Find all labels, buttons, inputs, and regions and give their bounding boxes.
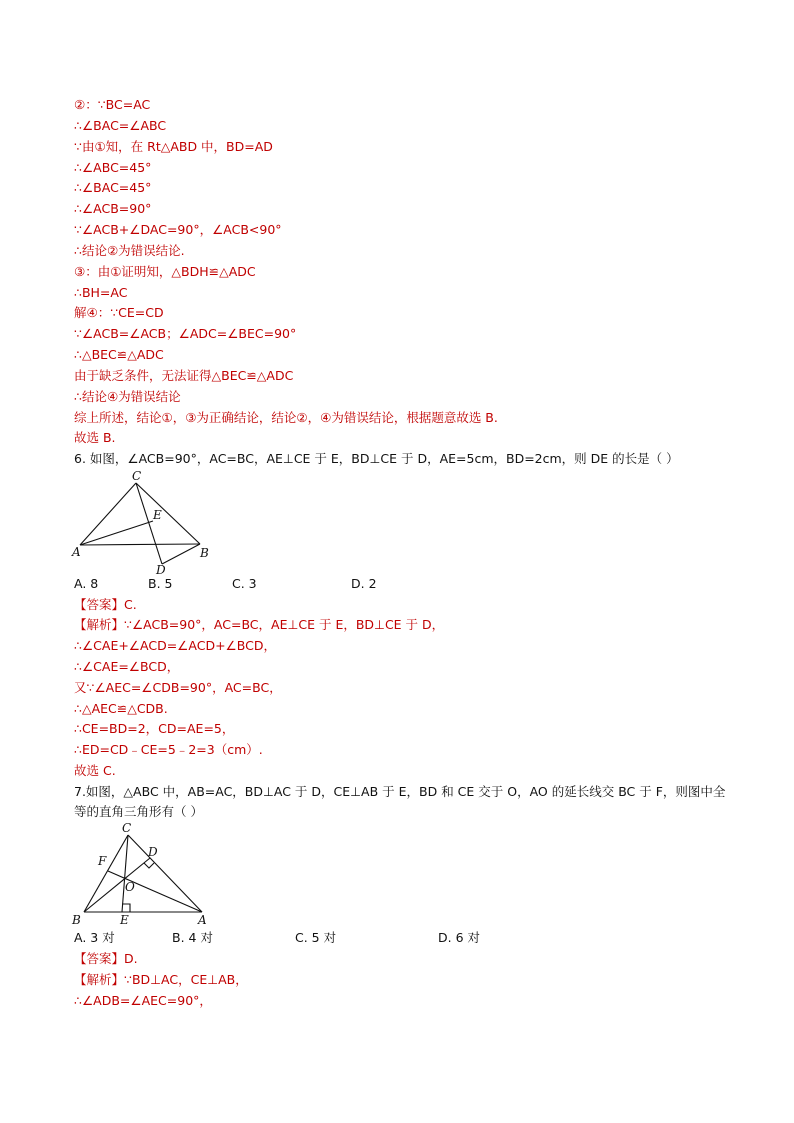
question-7-text-2: 等的直角三角形有（ ） — [74, 804, 203, 819]
q7-label-b: B — [72, 913, 81, 927]
question-6-figure — [70, 466, 220, 576]
q7-label-c: C — [122, 821, 132, 835]
question-7-text-1: 7.如图，△ABC 中，AB=AC，BD⊥AC 于 D，CE⊥AB 于 E，BD 和 CE 交于 O，AO 的延长线交 BC 于 F，则图中全 — [74, 784, 726, 799]
q7-label-a: A — [198, 913, 207, 927]
solution-line-10: ∴BH=AC — [74, 285, 128, 300]
solution-line-3: ∵由①知，在 Rt△ABD 中，BD=AD — [74, 139, 273, 154]
q7-analysis-2: ∴∠ADB=∠AEC=90°， — [74, 993, 212, 1008]
q7-option-c: C. 5 对 — [295, 930, 337, 945]
q6-option-a: A. 8 — [74, 576, 99, 591]
q6-option-d: D. 2 — [351, 576, 377, 591]
q6-answer: 【答案】C. — [74, 597, 137, 612]
q6-analysis-5: ∴△AEC≌△CDB. — [74, 701, 168, 716]
q6-label-a: A — [72, 545, 81, 559]
q7-option-b: B. 4 对 — [172, 930, 213, 945]
q7-answer: 【答案】D. — [74, 951, 138, 966]
solution-line-16: 综上所述，结论①，③为正确结论，结论②，④为错误结论，根据题意故选 B. — [74, 410, 498, 425]
q6-analysis-1: 【解析】∵∠ACB=90°，AC=BC，AE⊥CE 于 E，BD⊥CE 于 D， — [74, 617, 445, 632]
solution-line-15: ∴结论④为错误结论 — [74, 389, 181, 404]
solution-line-14: 由于缺乏条件，无法证得△BEC≌△ADC — [74, 368, 294, 383]
q6-analysis-6: ∴CE=BD=2，CD=AE=5， — [74, 721, 235, 736]
solution-line-13: ∴△BEC≌△ADC — [74, 347, 164, 362]
solution-line-8: ∴结论②为错误结论. — [74, 243, 185, 258]
solution-line-4: ∴∠ABC=45° — [74, 160, 152, 175]
q6-analysis-8: 故选 C. — [74, 763, 116, 778]
q6-analysis-4: 又∵∠AEC=∠CDB=90°，AC=BC， — [74, 680, 282, 695]
solution-line-17: 故选 B. — [74, 430, 116, 445]
q7-option-a: A. 3 对 — [74, 930, 115, 945]
question-7-figure — [70, 820, 220, 928]
solution-line-5: ∴∠BAC=45° — [74, 180, 152, 195]
q7-analysis-1: 【解析】∵BD⊥AC，CE⊥AB， — [74, 972, 248, 987]
solution-line-2: ∴∠BAC=∠ABC — [74, 118, 167, 133]
solution-line-7: ∵∠ACB+∠DAC=90°，∠ACB<90° — [74, 222, 282, 237]
solution-line-11: 解④：∵CE=CD — [74, 305, 164, 320]
solution-line-9: ③：由①证明知，△BDH≌△ADC — [74, 264, 256, 279]
q7-label-d: D — [148, 845, 158, 859]
q6-analysis-7: ∴ED=CD﹣CE=5﹣2=3（cm）. — [74, 742, 263, 757]
q7-option-d: D. 6 对 — [438, 930, 480, 945]
q6-label-c: C — [132, 469, 142, 483]
q6-analysis-2: ∴∠CAE+∠ACD=∠ACD+∠BCD， — [74, 638, 276, 653]
q6-analysis-3: ∴∠CAE=∠BCD， — [74, 659, 180, 674]
solution-line-6: ∴∠ACB=90° — [74, 201, 152, 216]
q6-option-b: B. 5 — [148, 576, 173, 591]
q6-option-c: C. 3 — [232, 576, 257, 591]
q6-label-b: B — [200, 546, 209, 560]
solution-line-12: ∵∠ACB=∠ACB；∠ADC=∠BEC=90° — [74, 326, 297, 341]
solution-line-1: ②：∵BC=AC — [74, 97, 151, 112]
q6-label-d: D — [156, 563, 166, 577]
question-6-text: 6. 如图，∠ACB=90°，AC=BC，AE⊥CE 于 E，BD⊥CE 于 D，AE=5cm，BD=2cm，则 DE 的长是（ ） — [74, 451, 679, 466]
q7-label-o: O — [125, 880, 135, 894]
q7-label-e: E — [120, 913, 129, 927]
q6-label-e: E — [153, 508, 162, 522]
q7-label-f: F — [98, 854, 107, 868]
